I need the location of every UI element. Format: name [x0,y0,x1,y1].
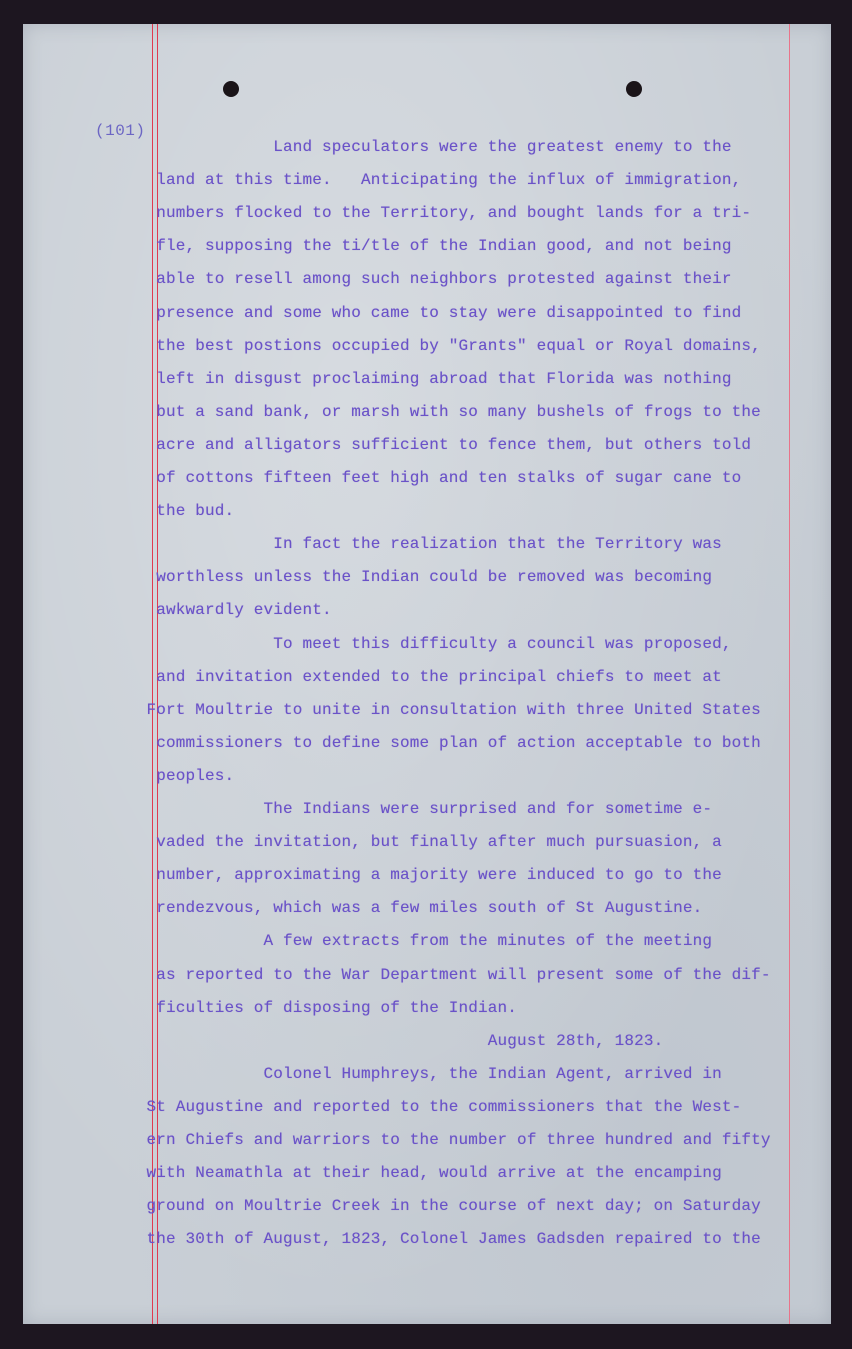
text-line: rendezvous, which was a few miles south of St Augustine. [127,899,703,918]
text-line: vaded the invitation, but finally after much pursuasion, a [127,833,722,852]
punch-hole-left [223,81,239,97]
page-number: (101) [95,122,146,140]
text-line: and invitation extended to the principal chiefs to meet at [127,667,722,686]
punch-hole-right [626,81,642,97]
text-line: fle, supposing the ti/tle of the Indian good, and not being [127,237,732,256]
text-line: as reported to the War Department will present some of the dif- [127,965,771,984]
right-margin-rule [789,24,790,1324]
text-line: Colonel Humphreys, the Indian Agent, arrived in [127,1064,722,1083]
text-line: St Augustine and reported to the commissioners that the West- [127,1097,742,1116]
text-line: land at this time. Anticipating the influx of immigration, [127,171,742,190]
text-line: Land speculators were the greatest enemy to the [127,138,732,156]
text-line: the bud. [127,502,235,521]
text-line: of cottons fifteen feet high and ten stalks of sugar cane to [127,469,742,487]
text-line: able to resell among such neighbors protested against their [127,270,732,289]
text-line: To meet this difficulty a council was proposed, [127,634,732,653]
text-line: the 30th of August, 1823, Colonel James Gadsden repaired to the [127,1230,761,1249]
text-line: but a sand bank, or marsh with so many bushels of frogs to the [127,402,761,421]
text-line: worthless unless the Indian could be removed was becoming [127,568,713,587]
text-line: number, approximating a majority were induced to go to the [127,866,722,885]
document-page [23,24,831,1324]
text-line: commissioners to define some plan of action acceptable to both [127,733,761,752]
text-line: ficulties of disposing of the Indian. [127,998,518,1017]
text-line: awkwardly evident. [127,601,332,620]
text-line: the best postions occupied by "Grants" equal or Royal domains, [127,336,761,355]
text-line: ground on Moultrie Creek in the course of next day; on Saturday [127,1197,761,1216]
text-line: peoples. [127,766,235,785]
text-line: with Neamathla at their head, would arrive at the encamping [127,1164,722,1183]
text-line: left in disgust proclaiming abroad that Florida was nothing [127,369,732,388]
text-line: numbers flocked to the Territory, and bought lands for a tri- [127,204,752,223]
text-line: A few extracts from the minutes of the meeting [127,932,713,951]
text-line: Fort Moultrie to unite in consultation with three United States [127,700,761,719]
text-line: presence and some who came to stay were disappointed to find [127,303,742,322]
text-line: ern Chiefs and warriors to the number of three hundred and fifty [127,1131,771,1149]
text-line: August 28th, 1823. [127,1031,664,1050]
text-line: The Indians were surprised and for sometime e- [127,800,713,818]
text-line: acre and alligators sufficient to fence them, but others told [127,435,752,454]
text-line: In fact the realization that the Territory was [127,535,722,554]
